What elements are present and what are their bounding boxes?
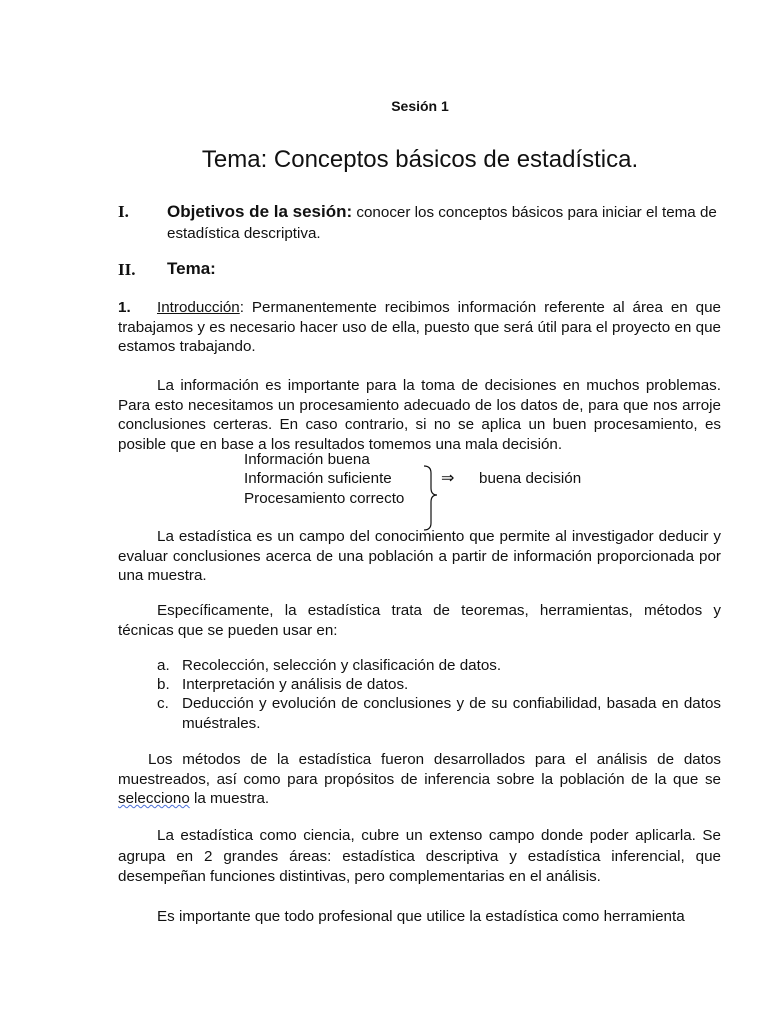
page-cutoff	[0, 930, 768, 1024]
intro-paragraph	[118, 298, 721, 357]
intro-number: 1.	[118, 299, 131, 316]
methods-tail: la muestra.	[189, 790, 270, 808]
requirement-item: Procesamiento correcto	[244, 490, 405, 507]
paragraph-field: La estadística es un campo del conocimiento que permite al investigador deducir y evaluar conclusiones acerca de una población a partir de información proporcionada por una muestra.	[118, 528, 721, 585]
list-text: Interpretación y análisis de datos.	[182, 676, 409, 693]
session-label: Sesión 1	[391, 98, 449, 114]
methods-text: Los métodos de la estadística fueron desarrollados para el análisis de datos muestreados, así como para propósitos de inferencia sobre la población de la que se	[118, 751, 721, 788]
objectives-heading: Objetivos de la sesión:	[167, 202, 353, 221]
paragraph-science: La estadística como ciencia, cubre un extenso campo donde poder aplicarla. Se agrupa en 2 grandes áreas: estadística descriptiva y estadística inferencial, que desempeñan funciones distintivas, pero complementarias en el análisis.	[118, 827, 721, 885]
page-title: Tema: Conceptos básicos de estadística.	[201, 146, 639, 173]
list-marker: c.	[157, 695, 169, 712]
implies-arrow: ⇒	[441, 470, 455, 487]
list-item	[157, 656, 721, 676]
paragraph-information: La información es importante para la toma de decisiones en muchos problemas. Para esto necesitamos un procesamiento adecuado de los datos de, para que nos arroje conclusiones certeras. En caso contrario, si no se aplica un buen procesamiento, es posible que en base a los resultados tomemos una mala decisión.	[118, 377, 721, 453]
paragraph-specific: Específicamente, la estadística trata de teoremas, herramientas, métodos y técnicas que se pueden usar en:	[118, 602, 721, 639]
list-marker: a.	[157, 657, 170, 674]
paragraph-important: Es importante que todo profesional que utilice la estadística como herramienta	[157, 908, 685, 925]
list-text: Deducción y evolución de conclusiones y de su confiabilidad, basada en datos muéstrales.	[182, 695, 721, 732]
list-item	[157, 675, 721, 695]
intro-label: Introducción	[157, 299, 240, 316]
requirement-item: Información suficiente	[244, 470, 392, 487]
section-numeral-objectives: I.	[118, 202, 129, 221]
requirement-item: Información buena	[244, 451, 370, 468]
list-text: Recolección, selección y clasificación de datos.	[182, 657, 502, 674]
result-text: buena decisión	[479, 470, 582, 487]
topic-heading: Tema:	[167, 259, 216, 278]
list-marker: b.	[157, 676, 170, 693]
objectives-text: conocer los conceptos básicos para iniciar el tema de estadística descriptiva.	[167, 204, 717, 242]
section-numeral-topic: II.	[118, 260, 136, 279]
spelling-flagged-word: selecciono	[118, 790, 190, 808]
paragraph-methods	[118, 750, 721, 809]
list-item	[157, 694, 721, 733]
objectives-paragraph	[167, 201, 721, 244]
intro-text: : Permanentemente recibimos información referente al área en que trabajamos y es necesario hacer uso de ella, puesto que será útil para el proyecto en que estamos trabajando.	[118, 299, 721, 356]
